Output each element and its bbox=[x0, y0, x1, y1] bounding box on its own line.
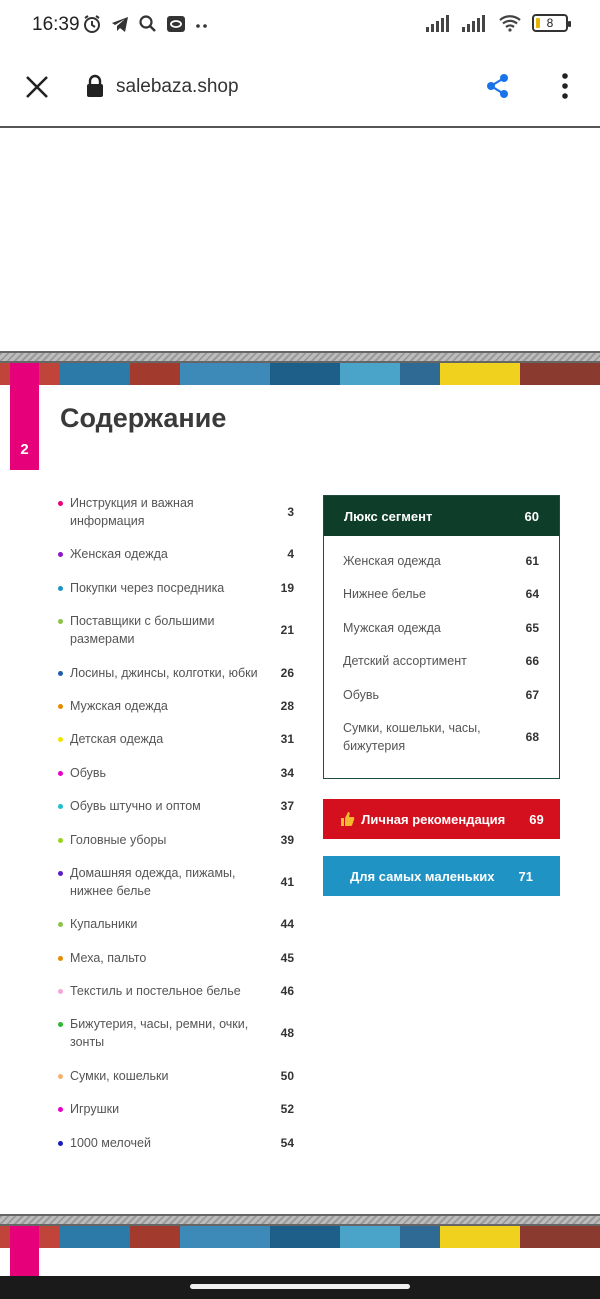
toc-item-left bbox=[58, 494, 268, 530]
wifi-icon bbox=[498, 14, 522, 32]
home-gesture-handle[interactable] bbox=[190, 1284, 410, 1289]
personal-recommendation-label: Личная рекомендация bbox=[361, 811, 506, 827]
toc-item-page: 39 bbox=[280, 832, 294, 847]
status-notifications bbox=[82, 14, 210, 34]
toc-item-page: 34 bbox=[280, 765, 294, 780]
toc-item-page: 31 bbox=[280, 732, 294, 747]
url-text[interactable]: salebaza.shop bbox=[116, 76, 239, 97]
toc-item[interactable] bbox=[58, 764, 294, 782]
lux-item-label: Обувь bbox=[343, 687, 380, 702]
toc-item-label: Покупки через посредника bbox=[70, 580, 225, 595]
toc-item-page: 26 bbox=[280, 665, 294, 680]
lux-segment-page: 60 bbox=[524, 508, 539, 524]
toc-item-label: Купальники bbox=[70, 917, 138, 932]
lux-item-page: 68 bbox=[525, 729, 539, 744]
bullet-dot bbox=[58, 704, 63, 709]
toc-item-label: Обувь штучно и оптом bbox=[70, 799, 201, 814]
toc-item[interactable] bbox=[58, 831, 294, 849]
lux-item-page: 61 bbox=[525, 554, 539, 568]
toc-item-label: Сумки, кошельки bbox=[70, 1068, 169, 1083]
status-system-icons bbox=[426, 14, 568, 32]
search-icon bbox=[138, 14, 158, 34]
lux-item-label: Сумки, кошельки, часы, бижутерия bbox=[343, 720, 481, 753]
browser-toolbar bbox=[0, 52, 600, 128]
lux-item[interactable] bbox=[343, 619, 539, 637]
toc-item-left bbox=[58, 831, 268, 849]
lux-item[interactable] bbox=[343, 719, 539, 755]
mosaic-banner-2 bbox=[0, 1226, 600, 1248]
toc-item[interactable] bbox=[58, 579, 294, 597]
lux-segment-header[interactable] bbox=[324, 496, 559, 536]
lux-item-page: 66 bbox=[525, 654, 539, 669]
toc-item-page: 45 bbox=[280, 950, 294, 965]
toc-item-label: Лосины, джинсы, колготки, юбки bbox=[70, 665, 258, 680]
page-title: Содержание bbox=[60, 403, 227, 433]
status-bar bbox=[0, 0, 600, 52]
bullet-dot bbox=[58, 586, 63, 591]
for-kids-button[interactable] bbox=[323, 856, 560, 896]
lux-item-label: Детский ассортимент bbox=[343, 654, 467, 669]
toc-item-label: Игрушки bbox=[70, 1102, 120, 1117]
telegram-icon bbox=[110, 14, 130, 34]
toc-item-label: Меха, пальто bbox=[70, 950, 147, 965]
lux-item-label: Нижнее белье bbox=[343, 587, 426, 602]
toc-item[interactable] bbox=[58, 1015, 294, 1051]
toc-item-left bbox=[58, 864, 268, 900]
lux-item[interactable] bbox=[343, 686, 539, 704]
next-page-tab bbox=[10, 1226, 39, 1276]
share-icon[interactable] bbox=[484, 72, 512, 100]
toc-item-label: Обувь bbox=[70, 765, 107, 780]
lux-item-label: Мужская одежда bbox=[343, 620, 441, 635]
bullet-dot bbox=[58, 989, 63, 994]
bullet-dot bbox=[58, 1107, 63, 1112]
toc-item-label: Бижутерия, часы, ремни, очки, зонты bbox=[70, 1017, 249, 1050]
more-menu-icon[interactable] bbox=[552, 70, 578, 102]
bullet-dot bbox=[58, 619, 63, 624]
toc-item[interactable] bbox=[58, 982, 294, 1000]
bullet-dot bbox=[58, 838, 63, 843]
toc-item-page: 28 bbox=[280, 698, 294, 713]
lux-item-label: Женская одежда bbox=[343, 554, 441, 568]
more-notifications-icon bbox=[194, 14, 210, 34]
toc-item-left bbox=[58, 545, 268, 563]
lux-item-page: 67 bbox=[525, 687, 539, 702]
personal-recommendation-button[interactable] bbox=[323, 799, 560, 839]
toc-item-left bbox=[58, 797, 268, 815]
toc-item-label: Поставщики с большими размерами bbox=[70, 614, 215, 647]
toc-item-label: 1000 мелочей bbox=[70, 1135, 151, 1150]
toc-item[interactable] bbox=[58, 612, 294, 648]
toc-item-page: 19 bbox=[280, 580, 294, 595]
toc-item-page: 3 bbox=[287, 505, 294, 519]
toc-item[interactable] bbox=[58, 1067, 294, 1085]
toc-item-left bbox=[58, 664, 268, 682]
toc-list bbox=[58, 494, 294, 1167]
lock-icon bbox=[86, 74, 104, 98]
signal-icon-2 bbox=[462, 14, 488, 32]
page-number-tab bbox=[10, 363, 39, 470]
lux-segment-box bbox=[323, 495, 560, 779]
toc-item-left bbox=[58, 1134, 268, 1152]
system-nav-bar bbox=[0, 1276, 600, 1299]
mosaic-banner bbox=[0, 363, 600, 385]
toc-item[interactable] bbox=[58, 1134, 294, 1152]
toc-item[interactable] bbox=[58, 1100, 294, 1118]
toc-item-left bbox=[58, 612, 268, 648]
toc-item[interactable] bbox=[58, 697, 294, 715]
toc-item[interactable] bbox=[58, 915, 294, 933]
bullet-dot bbox=[58, 1074, 63, 1079]
toc-item-left bbox=[58, 1015, 268, 1051]
toc-item-label: Детская одежда bbox=[70, 732, 164, 747]
lux-item-page: 64 bbox=[525, 587, 539, 602]
for-kids-label: Для самых маленьких bbox=[350, 868, 495, 884]
toc-item-page: 44 bbox=[280, 917, 294, 932]
lux-item[interactable] bbox=[343, 652, 539, 670]
bullet-dot bbox=[58, 1022, 63, 1027]
battery-icon bbox=[532, 14, 568, 32]
app-icon bbox=[166, 14, 186, 34]
toc-item-page: 52 bbox=[280, 1102, 294, 1117]
bullet-dot bbox=[58, 501, 63, 506]
page-separator bbox=[0, 351, 600, 363]
thumbs-up-icon bbox=[339, 811, 355, 827]
toc-item[interactable] bbox=[58, 949, 294, 967]
page-separator-2 bbox=[0, 1214, 600, 1226]
close-icon[interactable] bbox=[22, 72, 52, 102]
toc-item-label: Мужская одежда bbox=[70, 698, 168, 713]
toc-item-label: Женская одежда bbox=[70, 547, 168, 562]
toc-item-left bbox=[58, 764, 268, 782]
toc-item-left bbox=[58, 1067, 268, 1085]
battery-level: 8 bbox=[546, 16, 554, 30]
toc-item-page: 48 bbox=[280, 1026, 294, 1041]
bullet-dot bbox=[58, 871, 63, 876]
alarm-icon bbox=[82, 14, 102, 34]
toc-item-page: 50 bbox=[280, 1068, 294, 1083]
bullet-dot bbox=[58, 804, 63, 809]
toc-item-page: 54 bbox=[280, 1135, 294, 1150]
toc-item-left bbox=[58, 697, 268, 715]
toc-item-left bbox=[58, 982, 268, 1000]
lux-segment-list bbox=[324, 536, 559, 755]
toc-item-label: Инструкция и важная информация bbox=[70, 496, 194, 528]
toc-item-label: Домашняя одежда, пижамы, нижнее белье bbox=[70, 865, 236, 898]
status-time: 16:39 bbox=[32, 14, 80, 35]
lux-item-page: 65 bbox=[525, 620, 539, 635]
lux-item[interactable] bbox=[343, 585, 539, 603]
page-number: 2 bbox=[20, 441, 29, 458]
bullet-dot bbox=[58, 737, 63, 742]
toc-item-left bbox=[58, 949, 268, 967]
toc-item-left bbox=[58, 1100, 268, 1118]
toc-item-left bbox=[58, 915, 268, 933]
bullet-dot bbox=[58, 1141, 63, 1146]
toc-item-label: Текстиль и постельное белье bbox=[70, 984, 241, 999]
bullet-dot bbox=[58, 552, 63, 557]
lux-segment-title: Люкс сегмент bbox=[344, 508, 433, 524]
bullet-dot bbox=[58, 922, 63, 927]
toc-item[interactable] bbox=[58, 797, 294, 815]
toc-item-page: 4 bbox=[287, 547, 294, 562]
toc-item-left bbox=[58, 730, 268, 748]
for-kids-page: 71 bbox=[518, 868, 533, 884]
personal-recommendation-page: 69 bbox=[529, 811, 544, 827]
bullet-dot bbox=[58, 771, 63, 776]
toc-item-left bbox=[58, 579, 268, 597]
bullet-dot bbox=[58, 671, 63, 676]
toc-item[interactable] bbox=[58, 494, 294, 530]
toc-item[interactable] bbox=[58, 864, 294, 900]
lux-item[interactable] bbox=[343, 552, 539, 570]
signal-icon bbox=[426, 14, 452, 32]
toc-item-page: 46 bbox=[280, 984, 294, 999]
toc-item-page: 41 bbox=[280, 874, 294, 889]
toc-item[interactable] bbox=[58, 545, 294, 563]
toc-item-page: 37 bbox=[280, 799, 294, 814]
toc-item-label: Головные уборы bbox=[70, 832, 167, 847]
bullet-dot bbox=[58, 956, 63, 961]
toc-item-page: 21 bbox=[280, 623, 294, 638]
toc-item[interactable] bbox=[58, 730, 294, 748]
toc-item[interactable] bbox=[58, 664, 294, 682]
